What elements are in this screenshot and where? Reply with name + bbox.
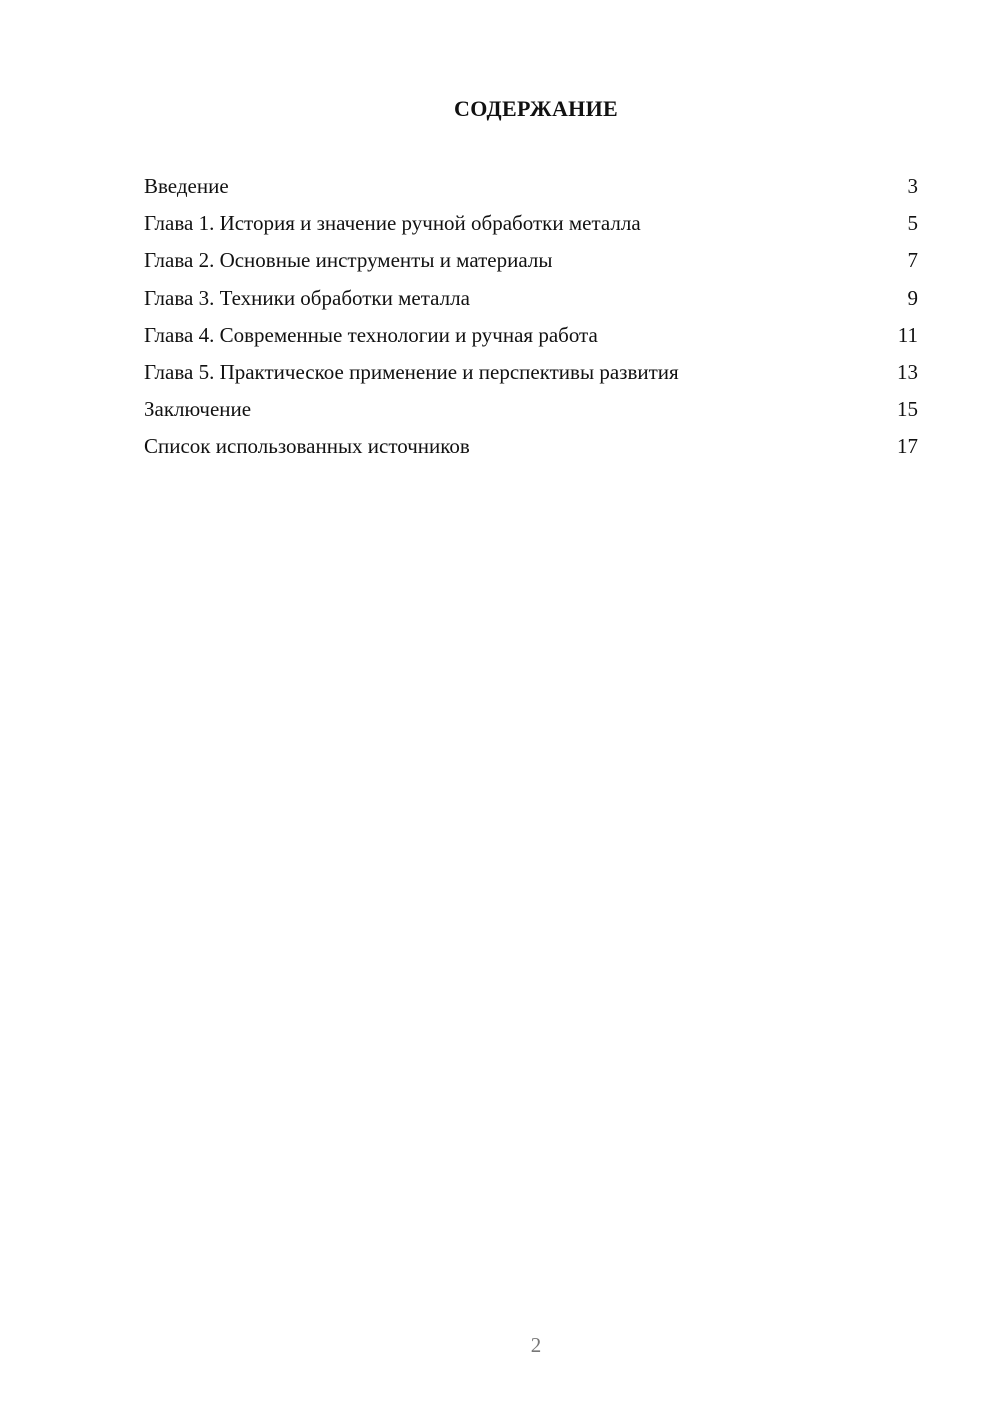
toc-item-conclusion <box>144 391 918 428</box>
toc-entry-page: 13 <box>897 359 918 384</box>
toc-entry-title: Глава 1. История и значение ручной обработки металла <box>144 211 641 236</box>
toc-entry-page: 5 <box>907 211 918 236</box>
toc-entry-page: 11 <box>897 322 918 347</box>
toc-heading: СОДЕРЖАНИЕ <box>454 96 618 121</box>
toc-entry-page: 15 <box>897 397 918 422</box>
toc-item-introduction <box>144 168 918 205</box>
table-of-contents <box>144 168 918 466</box>
toc-entry-title: Заключение <box>144 397 252 422</box>
toc-entry-title: Глава 2. Основные инструменты и материалы <box>144 248 553 273</box>
toc-entry-page: 9 <box>907 285 918 310</box>
toc-entry-title: Глава 5. Практическое применение и перспективы развития <box>144 359 679 384</box>
toc-entry-title: Список использованных источников <box>144 434 470 459</box>
toc-item-chapter-4 <box>144 317 918 354</box>
toc-item-chapter-2 <box>144 242 918 279</box>
toc-entry-page: 17 <box>897 434 918 459</box>
toc-item-chapter-3 <box>144 280 918 317</box>
toc-entry-title: Введение <box>144 174 229 198</box>
toc-item-chapter-5 <box>144 354 918 391</box>
toc-entry-page: 3 <box>907 174 918 198</box>
toc-entry-title: Глава 3. Техники обработки металла <box>144 285 470 310</box>
toc-entry-title: Глава 4. Современные технологии и ручная работа <box>144 322 598 347</box>
toc-item-chapter-1 <box>144 205 918 242</box>
toc-entry-page: 7 <box>907 248 918 273</box>
page-number: 2 <box>530 1333 542 1357</box>
toc-item-references <box>144 428 918 465</box>
